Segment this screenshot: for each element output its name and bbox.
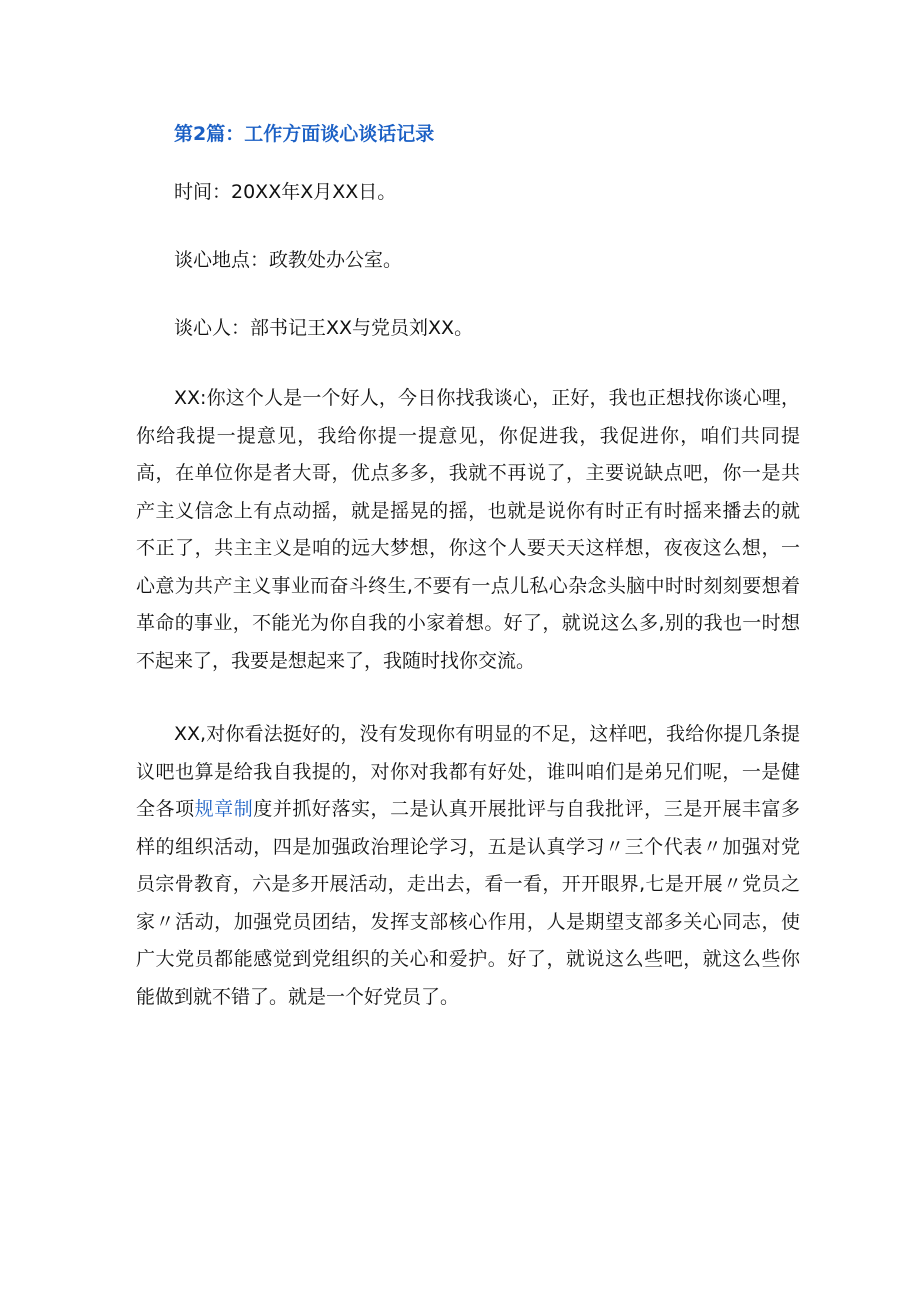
meta-participants: 谈心人：部书记王XX与党员刘XX。 xyxy=(174,317,474,339)
paragraph-2-text-before: XX,对你看法挺好的，没有发现你有明显的不足，这样吧，我给你提几条提议吧也算是给我自我提的，对你对我都有好处，谁叫咱们是弟兄们呢，一是健全各项 xyxy=(136,723,800,820)
document-title: 第2篇：工作方面谈心谈话记录 xyxy=(174,123,435,145)
paragraph-2-text-after: 度并抓好落实，二是认真开展批评与自我批评，三是开展丰富多样的组织活动，四是加强政治理论学习，五是认真学习〃三个代表〃加强对党员宗骨教育，六是多开展活动，走出去，看一看，开开眼界,七是开展〃党员之家〃活动，加强党员团结，发挥支部核心作用，人是期望支部多关心同志，使广大党员都能感觉到党组织的关心和爱护。好了，就说这么些吧，就这么些你能做到就不错了。就是一个好党员了。 xyxy=(136,798,800,1008)
meta-location: 谈心地点：政教处办公室。 xyxy=(174,249,403,271)
paragraph-1: XX:你这个人是一个好人，今日你找我谈心，正好，我也正想找你谈心哩，你给我提一提意见，我给你提一提意见，你促进我，我促进你，咱们共同提高，在单位你是者大哥，优点多多，我就不再说了，主要说缺点吧，你一是共产主义信念上有点动摇，就是摇晃的摇，也就是说你有时正有时摇来播去的就不正了，共主主义是咱的远大梦想，你这个人要天天这样想，夜夜这么想，一心意为共产主义事业而奋斗终生,不要有一点儿私心杂念头脑中时时刻刻要想着革命的事业，不能光为你自我的小家着想。好了，就说这么多,别的我也一时想不起来了，我要是想起来了，我随时找你交流。 xyxy=(136,387,800,672)
regulation-link[interactable]: 规章制 xyxy=(194,798,254,820)
paragraph-2 xyxy=(136,716,800,1016)
meta-time: 时间：20XX年X月XX日。 xyxy=(174,181,397,203)
